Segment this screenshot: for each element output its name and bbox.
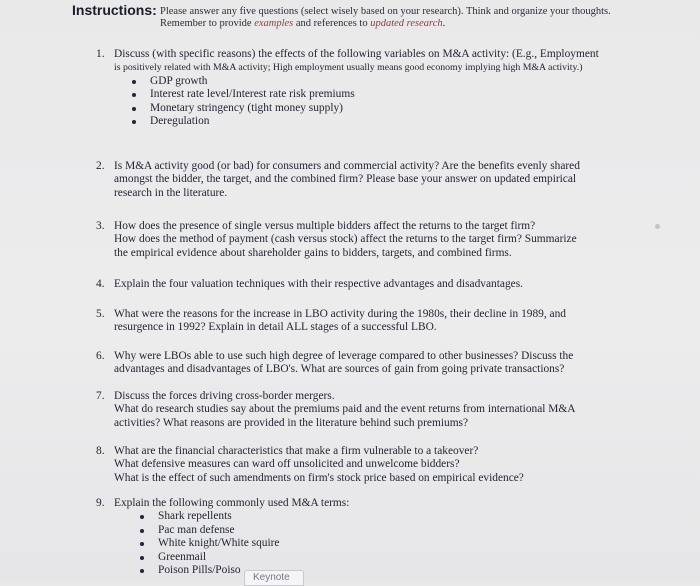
list-item: Poison Pills/Poiso — [136, 564, 636, 577]
question-number: 7. — [96, 390, 105, 402]
question-line: advantages and disadvantages of LBO's. What are sources of gain from going private transactions? — [114, 363, 565, 376]
list-item: Monetary stringency (tight money supply) — [128, 102, 636, 115]
list-item: Shark repellents — [136, 510, 636, 523]
question-number: 3. — [96, 220, 105, 232]
emphasis-updated-research: updated research — [370, 18, 443, 29]
question-line: is positively related with M&A activity; High employment usually means good economy implying high M&A activity.) — [114, 62, 583, 74]
instructions-label: Instructions: — [72, 2, 157, 18]
list-item: Deregulation — [128, 115, 636, 128]
question-5 — [96, 308, 636, 335]
instructions-text — [160, 6, 700, 30]
question-number: 5. — [96, 308, 105, 320]
question-number: 8. — [96, 445, 105, 457]
list-item: White knight/White squire — [136, 537, 636, 550]
question-2 — [96, 160, 636, 200]
stray-mark — [655, 224, 660, 229]
question-number: 6. — [96, 350, 105, 362]
question-line: How does the presence of single versus multiple bidders affect the returns to the target firm? — [114, 220, 536, 232]
keynote-overlay[interactable]: Keynote — [244, 570, 304, 586]
question-line: Explain the four valuation techniques with their respective advantages and disadvantages. — [114, 278, 523, 290]
question-line: What are the financial characteristics that make a firm vulnerable to a takeover? — [114, 445, 479, 457]
question-number: 9. — [96, 497, 105, 509]
bullet-list — [128, 75, 636, 129]
bullet-list — [136, 510, 636, 577]
question-line: research in the literature. — [114, 186, 228, 199]
instructions-line-1: Please answer any five questions (select wisely based on your research). Think and organize your thoughts. — [160, 6, 611, 17]
question-line: the empirical evidence about shareholder gains to bidders, targets, and combined firms. — [114, 246, 512, 259]
question-line: Why were LBOs able to use such high degree of leverage compared to other businesses? Discuss the — [114, 350, 574, 362]
question-8 — [96, 445, 636, 485]
list-item: Interest rate level/Interest rate risk premiums — [128, 88, 636, 101]
instructions-line-2: Remember to provide examples and references to updated research. — [160, 18, 446, 29]
question-4 — [96, 278, 636, 291]
question-line: Discuss the forces driving cross-border mergers. — [114, 390, 335, 402]
question-line: activities? What reasons are provided in the literature behind such premiums? — [114, 416, 469, 429]
question-9 — [96, 497, 636, 577]
question-line: What defensive measures can ward off unsolicited and unwelcome bidders? — [114, 458, 460, 471]
question-line: What do research studies say about the premiums paid and the event returns from international M&A — [114, 403, 576, 416]
question-number: 1. — [96, 48, 105, 60]
question-number: 2. — [96, 160, 105, 172]
question-line: Is M&A activity good (or bad) for consumers and commercial activity? Are the benefits evenly shared — [114, 160, 580, 172]
question-number: 4. — [96, 278, 105, 290]
question-1 — [96, 48, 636, 128]
question-line: Discuss (with specific reasons) the effects of the following variables on M&A activity: (E.g., Employment — [114, 48, 599, 60]
question-7 — [96, 390, 636, 430]
question-3 — [96, 220, 636, 260]
question-line: amongst the bidder, the target, and the combined firm? Please base your answer on updated empirical — [114, 173, 577, 186]
question-6 — [96, 350, 636, 377]
question-line: What is the effect of such amendments on firm's stock price based on empirical evidence? — [114, 471, 524, 484]
list-item: Greenmail — [136, 551, 636, 564]
list-item: Pac man defense — [136, 524, 636, 537]
list-item: GDP growth — [128, 75, 636, 88]
question-line: resurgence in 1992? Explain in detail ALL stages of a successful LBO. — [114, 321, 437, 334]
question-line: Explain the following commonly used M&A terms: — [114, 497, 350, 509]
emphasis-examples: examples — [254, 18, 294, 29]
question-line: How does the method of payment (cash versus stock) affect the returns to the target firm? Summarize — [114, 233, 577, 246]
question-line: What were the reasons for the increase in LBO activity during the 1980s, their decline in 1989, and — [114, 308, 567, 320]
